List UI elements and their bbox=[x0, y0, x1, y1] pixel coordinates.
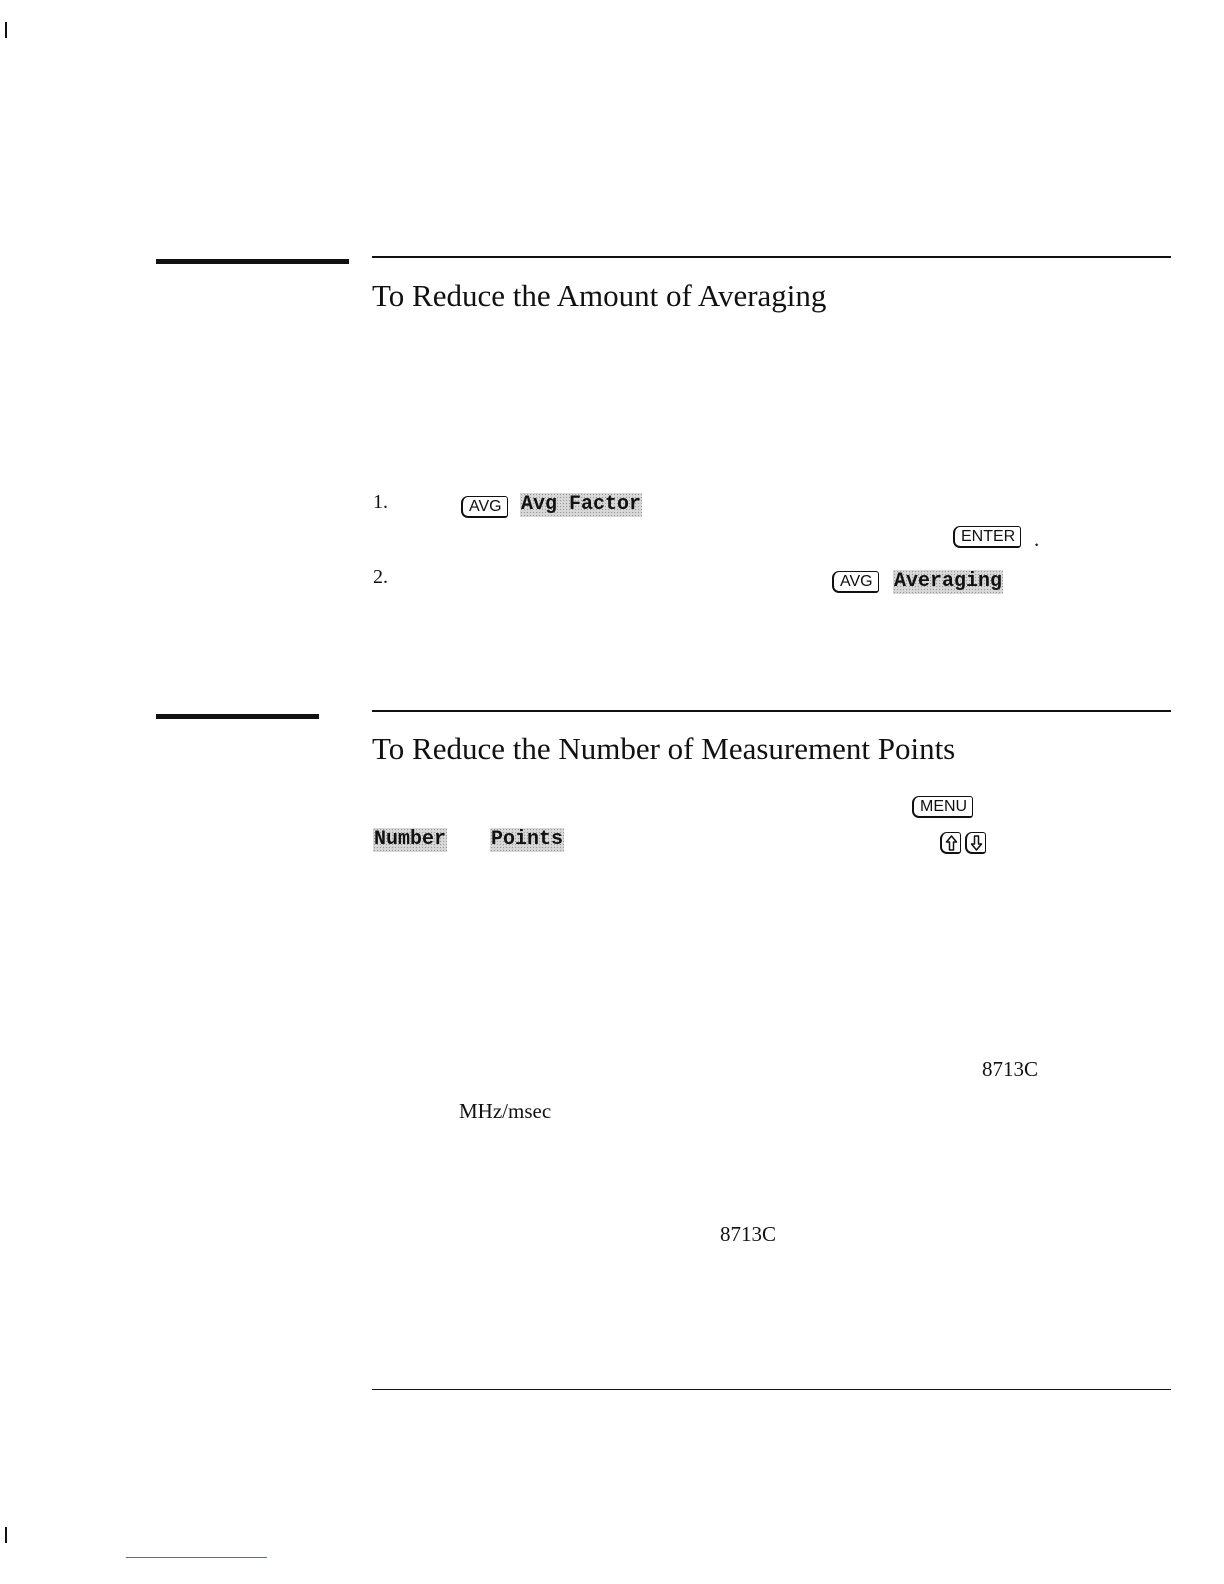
section-heading-points: To Reduce the Number of Measurement Points bbox=[372, 731, 956, 766]
section-heading-averaging: To Reduce the Amount of Averaging bbox=[372, 278, 827, 313]
number-softkey[interactable]: Number bbox=[374, 828, 447, 851]
binding-mark-bottom bbox=[5, 1527, 7, 1543]
enter-hardkey[interactable]: ENTER bbox=[953, 526, 1021, 548]
step-number: 2. bbox=[373, 566, 388, 588]
enter-period: . bbox=[1034, 527, 1040, 551]
section-divider-rule bbox=[372, 710, 1171, 712]
step-number: 1. bbox=[373, 491, 388, 513]
binding-mark-top bbox=[5, 22, 7, 38]
points-softkey[interactable]: Points bbox=[491, 828, 564, 851]
avg-factor-softkey[interactable]: Avg Factor bbox=[521, 493, 642, 516]
footer-divider-rule bbox=[372, 1389, 1171, 1390]
down-arrow-icon[interactable] bbox=[965, 832, 986, 854]
avg-hardkey[interactable]: AVG bbox=[832, 571, 879, 593]
avg-hardkey[interactable]: AVG bbox=[461, 496, 508, 518]
section-marker-bar bbox=[156, 259, 349, 264]
sweep-rate-unit: MHz/msec bbox=[459, 1099, 552, 1123]
up-arrow-icon[interactable] bbox=[940, 832, 961, 854]
section-marker-bar bbox=[156, 714, 319, 719]
down-arrow-glyph bbox=[970, 835, 983, 851]
model-number: 8713C bbox=[720, 1222, 777, 1246]
menu-hardkey[interactable]: MENU bbox=[912, 796, 973, 818]
footer-link-rule bbox=[126, 1557, 267, 1558]
averaging-softkey[interactable]: Averaging bbox=[894, 570, 1003, 593]
model-number: 8713C bbox=[982, 1057, 1039, 1081]
section-divider-rule bbox=[372, 256, 1171, 258]
up-arrow-glyph bbox=[945, 835, 958, 851]
